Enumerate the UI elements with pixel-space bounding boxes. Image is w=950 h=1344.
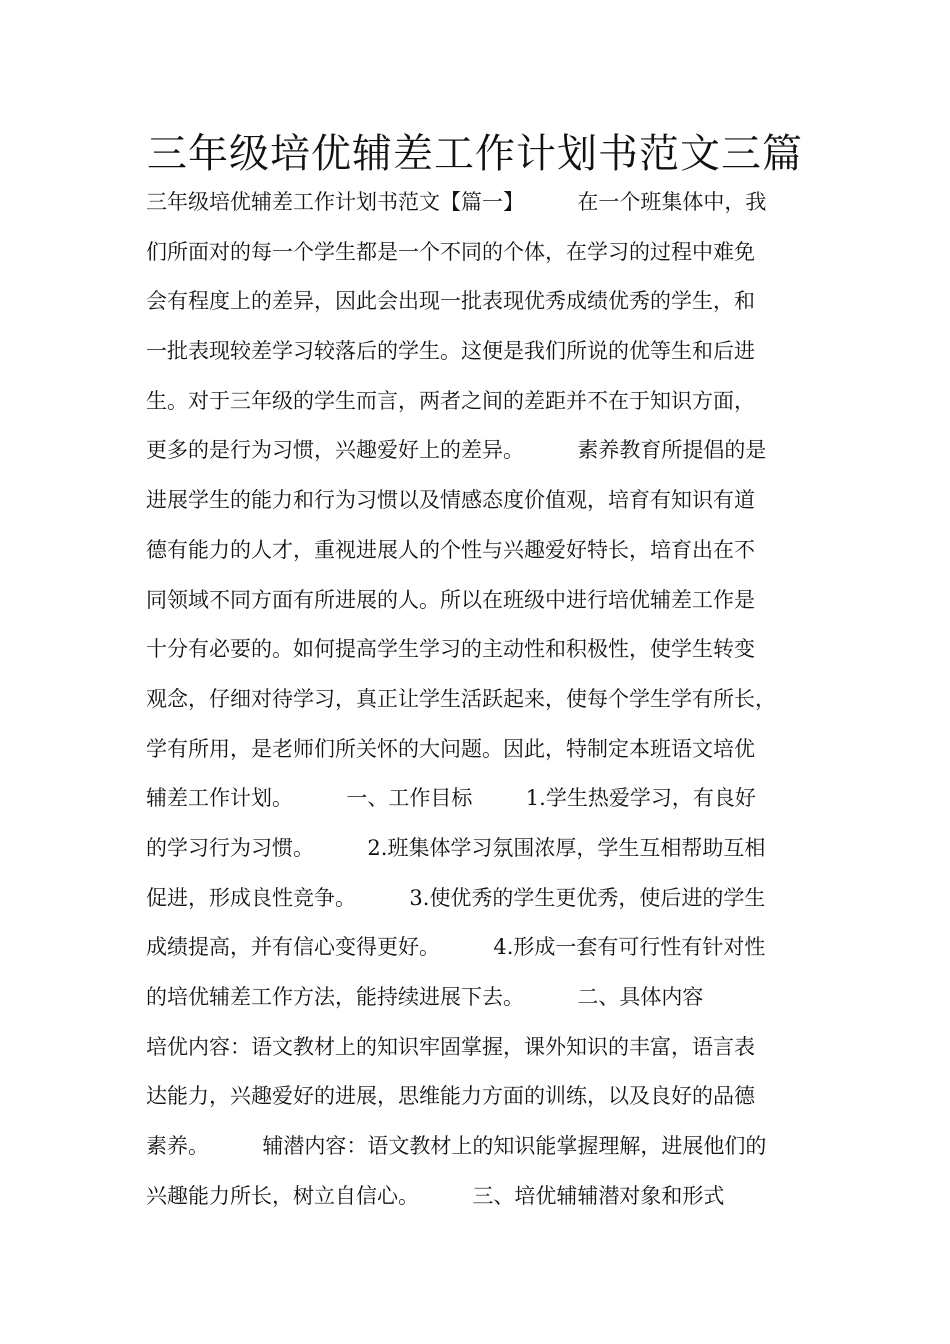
body-text-line: 同领域不同方面有所进展的人。所以在班级中进行培优辅差工作是 (146, 587, 755, 612)
document-title: 三年级培优辅差工作计划书范文三篇 (147, 131, 803, 177)
body-text-line: 的培优辅差工作方法，能持续进展下去。 二、具体内容 (146, 985, 704, 1009)
body-text-line: 兴趣能力所长，树立自信心。 三、培优辅辅潜对象和形式 (146, 1183, 725, 1208)
body-text-line: 观念，仔细对待学习，真正让学生活跃起来，使每个学生学有所长， (146, 686, 776, 711)
body-text-line: 学有所用，是老师们所关怀的大问题。因此，特制定本班语文培优 (146, 736, 755, 761)
body-text-line: 十分有必要的。如何提高学生学习的主动性和积极性，使学生转变 (146, 637, 755, 662)
body-text-line: 促进，形成良性竞争。 3.使优秀的学生更优秀，使后进的学生 (146, 885, 766, 910)
body-text-line: 达能力，兴趣爱好的进展，思维能力方面的训练，以及良好的品德 (146, 1084, 755, 1109)
body-text-line: 培优内容：语文教材上的知识牢固掌握，课外知识的丰富，语言表 (146, 1034, 755, 1059)
body-text-line: 德有能力的人才，重视进展人的个性与兴趣爱好特长，培育出在不 (146, 537, 755, 562)
body-text-line: 进展学生的能力和行为习惯以及情感态度价值观，培育有知识有道 (146, 488, 755, 513)
body-text-line: 们所面对的每一个学生都是一个不同的个体，在学习的过程中难免 (146, 239, 755, 264)
body-text-line: 更多的是行为习惯，兴趣爱好上的差异。 素养教育所提倡的是 (146, 438, 767, 463)
body-text-line: 一批表现较差学习较落后的学生。这便是我们所说的优等生和后进 (146, 339, 755, 364)
body-text-line: 会有程度上的差异，因此会出现一批表现优秀成绩优秀的学生，和 (146, 289, 755, 314)
body-text-line: 三年级培优辅差工作计划书范文【篇一】 在一个班集体中，我 (146, 190, 767, 214)
body-text-line: 辅差工作计划。 一、工作目标 1.学生热爱学习，有良好 (146, 786, 756, 811)
document-body (146, 178, 826, 1221)
body-text-line: 成绩提高，并有信心变得更好。 4.形成一套有可行性有针对性 (146, 935, 766, 960)
body-text-line: 生。对于三年级的学生而言，两者之间的差距并不在于知识方面， (146, 388, 755, 413)
body-text-line: 的学习行为习惯。 2.班集体学习氛围浓厚，学生互相帮助互相 (146, 835, 766, 860)
body-text-line: 素养。 辅潜内容：语文教材上的知识能掌握理解，进展他们的 (146, 1134, 767, 1159)
